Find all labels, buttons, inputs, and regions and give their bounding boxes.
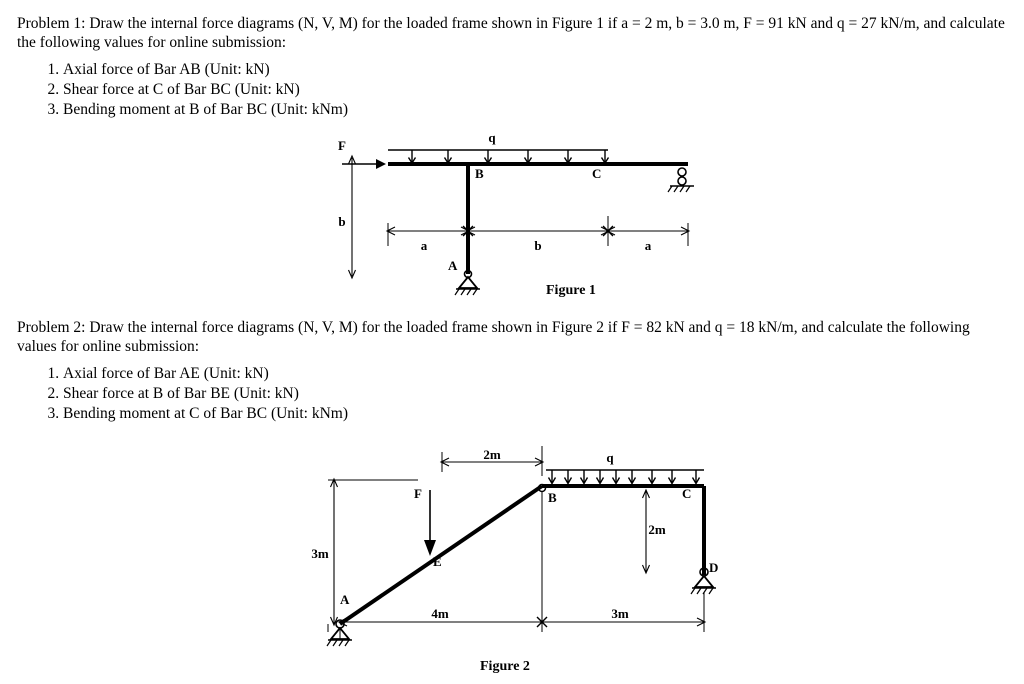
figure-2-node-C-label: C [682,486,692,501]
figure-1-a-left-label: a [420,238,428,253]
problem-1-task-1: 1. Axial force of Bar AB (Unit: kN) [63,60,1007,79]
problem-2-intro: Problem 2: Draw the internal force diagrams (N, V, M) for the loaded frame shown in Figure 2 if F = 82 kN and q = 18 kN/m, and calculate the following values for online submission: [17,319,970,355]
problem-1-task-list [17,60,1007,119]
figure-2-dim-2m-right-label: 2m [648,522,666,537]
figure-1-q-label: q [488,130,496,145]
figure-2-node-D-label: D [709,560,719,575]
figure-2-node-B-label: B [548,490,557,505]
figure-2-q-label: q [606,450,614,465]
figure-2-dim-3m-bottom-label: 3m [611,606,629,621]
problem-1-task-2: 2. Shear force at C of Bar BC (Unit: kN) [63,80,1007,99]
figure-1-svg [320,128,720,313]
figure-2-svg [300,432,720,652]
figure-2-dim-4m-label: 4m [431,606,449,621]
figure-1-pin-support [455,271,480,296]
figure-1-caption: Figure 1 [546,283,596,298]
figure-2-node-E-label: E [433,554,442,569]
problem-2-block [17,318,1007,424]
problem-1-task-3: 3. Bending moment at B of Bar BC (Unit: kNm) [63,100,1007,119]
figure-1-b-mid-label: b [534,238,542,253]
figure-1-node-C-label: C [592,166,602,181]
figure-2-F-label: F [414,486,422,501]
figure-1-a-right-label: a [644,238,652,253]
problem-1-intro: Problem 1: Draw the internal force diagrams (N, V, M) for the loaded frame shown in Figure 1 if a = 2 m, b = 3.0 m, F = 91 kN and q = 27 kN/m, and calculate the following values for online submission: [17,15,1005,51]
figure-2-node-A-label: A [340,592,350,607]
figure-2-caption: Figure 2 [480,659,530,674]
problem-2-task-3: 3. Bending moment at C of Bar BC (Unit: kNm) [63,404,1007,423]
figure-1-node-B-label: B [475,166,484,181]
figure-1-F-label: F [338,138,346,153]
figure-1-b-vertical-label: b [338,214,346,229]
figure-2-dim-2m-top-label: 2m [483,447,501,462]
problem-1-block [17,14,1007,120]
problem-2-task-list [17,364,1007,423]
problem-2-task-1: 1. Axial force of Bar AE (Unit: kN) [63,364,1007,383]
figure-1 [320,128,720,313]
figure-2-dim-3m-left-label: 3m [311,546,329,561]
figure-2 [300,432,720,652]
figure-1-node-A-label: A [448,258,458,273]
figure-1-roller-support [668,168,694,192]
problem-2-task-2: 2. Shear force at B of Bar BE (Unit: kN) [63,384,1007,403]
